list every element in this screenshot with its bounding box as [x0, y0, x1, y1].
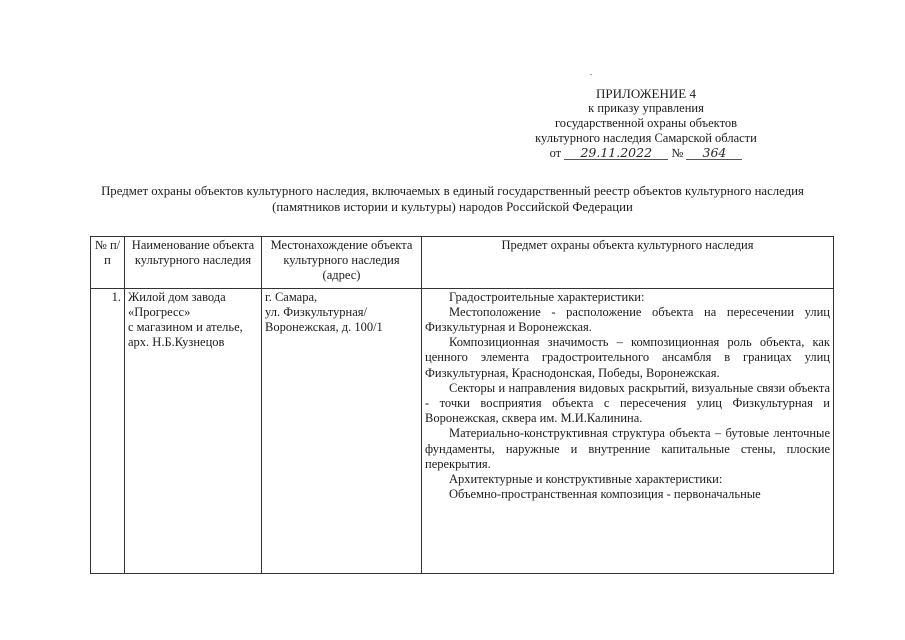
- appendix-title: ПРИЛОЖЕНИЕ 4: [596, 86, 696, 101]
- object-address-cell: [262, 288, 422, 573]
- document-heading: Предмет охраны объектов культурного наследия, включаемых в единый государственный реестр объектов культурного наследия (памятников истории и культуры) народов Российской Федерации: [101, 184, 804, 214]
- subject-paragraph: Местоположение - расположение объекта на пересечении улиц Физкультурная и Воронежская.: [425, 304, 830, 335]
- object-name-line: «Прогресс»: [128, 304, 191, 319]
- subject-paragraph: Материально-конструктивная структура объекта – бутовые ленточные фундаменты, наружные и внутренние капитальные стены, плоские перекрытия.: [425, 426, 830, 471]
- address-line: г. Самара,: [265, 289, 318, 304]
- order-number-handwritten: 364: [686, 147, 742, 160]
- address-line: ул. Физкультурная/: [265, 304, 368, 319]
- object-name-line: с магазином и ателье,: [128, 320, 243, 335]
- object-name-line: арх. Н.Б.Кузнецов: [128, 335, 225, 350]
- order-number-label: №: [671, 146, 684, 160]
- header-line: государственной охраны объектов: [554, 116, 738, 130]
- subject-paragraph: Композиционная значимость – композиционная роль объекта, как ценного элемента градостроительного ансамбля в границах улиц Физкультурная, Краснодонская, Победы, Воронежская.: [425, 335, 830, 380]
- column-header-address: Местонахождение объекта культурного наследия (адрес): [262, 237, 422, 289]
- column-header-number: № п/п: [91, 237, 125, 289]
- header-line: культурного наследия Самарской области: [535, 131, 757, 145]
- order-prefix: от: [549, 146, 562, 160]
- subject-paragraph: Архитектурные и конструктивные характеристики:: [449, 472, 723, 487]
- appendix-header: [512, 86, 780, 161]
- subject-paragraph: Секторы и направления видовых раскрытий, визуальные связи объекта - точки восприятия объекта с пересечения улиц Физкультурная и Воронежская, сквера им. М.И.Калинина.: [425, 380, 830, 426]
- column-header-subject: Предмет охраны объекта культурного наследия: [422, 237, 834, 289]
- protection-subject-cell: [422, 288, 834, 573]
- table-row: [91, 288, 834, 573]
- object-name-line: Жилой дом завода: [128, 289, 226, 304]
- subject-paragraph: Объемно-пространственная композиция - первоначальные: [449, 487, 761, 502]
- row-number: 1.: [91, 288, 125, 573]
- header-line: к приказу управления: [588, 101, 704, 115]
- scan-speck: [590, 74, 592, 75]
- table-header-row: [91, 237, 834, 289]
- object-name-cell: [125, 288, 262, 573]
- address-line: Воронежская, д. 100/1: [265, 320, 383, 335]
- column-header-name: Наименование объекта культурного наследия: [125, 237, 262, 289]
- subject-paragraph: Градостроительные характеристики:: [449, 289, 645, 304]
- order-date-handwritten: 29.11.2022: [564, 147, 668, 160]
- order-line: [512, 146, 780, 161]
- heritage-table: [90, 236, 834, 574]
